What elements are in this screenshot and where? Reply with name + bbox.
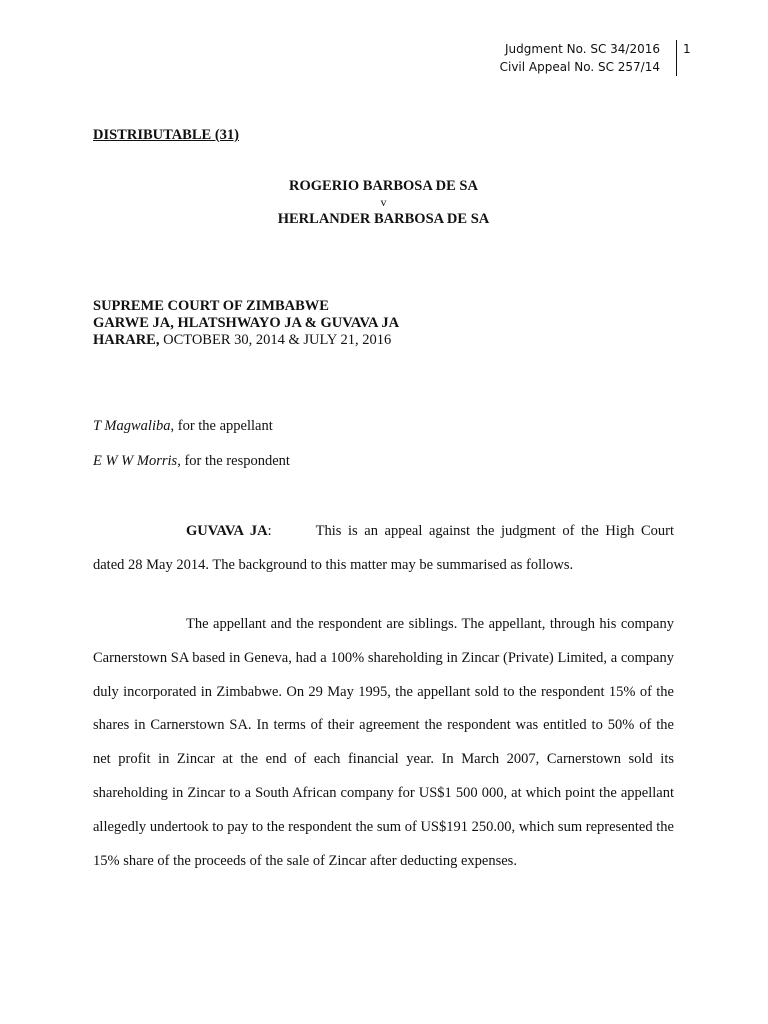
case-parties (93, 177, 674, 228)
intro-paragraph-text: This is an appeal against the judgment of the High Court dated 28 May 2014. The background to this matter may be summarised as follows. (93, 523, 674, 573)
place-and-dates (93, 332, 399, 349)
bench-judges: GARWE JA, HLATSHWAYO JA & GUVAVA JA (93, 315, 400, 331)
counsel-respondent-role: , for the respondent (177, 453, 290, 469)
hearing-dates: OCTOBER 30, 2014 & JULY 21, 2016 (159, 332, 392, 348)
civil-appeal-number: Civil Appeal No. SC 257/14 (499, 60, 660, 74)
page-number: 1 (676, 40, 696, 76)
counsel-respondent-name: E W W Morris (93, 453, 178, 469)
counsel-respondent (93, 453, 290, 470)
judgment-paragraph-intro (93, 515, 674, 583)
judgment-number: Judgment No. SC 34/2016 (505, 42, 660, 56)
counsel-appellant (93, 418, 273, 435)
counsel-appellant-role: , for the appellant (170, 418, 273, 434)
appellant-name: ROGERIO BARBOSA DE SA (289, 178, 478, 194)
court-name: SUPREME COURT OF ZIMBABWE (93, 298, 329, 314)
page-header (368, 40, 668, 76)
judge-name: GUVAVA JA (186, 523, 268, 539)
header-case-numbers (368, 40, 668, 76)
hearing-place: HARARE, (93, 332, 160, 348)
respondent-name: HERLANDER BARBOSA DE SA (277, 211, 490, 227)
judge-colon: : (267, 523, 272, 539)
counsel-appellant-name: T Magwaliba (93, 418, 171, 434)
versus-label: v (380, 195, 387, 209)
distributable-heading: DISTRIBUTABLE (31) (93, 127, 239, 143)
court-details (93, 298, 399, 349)
background-paragraph: The appellant and the respondent are siblings. The appellant, through his company Carnerstown SA based in Geneva, had a 100% shareholding in Zincar (Private) Limited, a company duly incorporated in Zimbabwe. On 29 May 1995, the appellant sold to the respondent 15% of the shares in Carnerstown SA. In terms of their agreement the respondent was entitled to 50% of the net profit in Zincar at the end of each financial year. In March 2007, Carnerstown sold its shareholding in Zincar to a South African company for US$1 500 000, at which point the appellant allegedly undertook to pay to the respondent the sum of US$191 250.00, which sum represented the 15% share of the proceeds of the sale of Zincar after deducting expenses. (93, 616, 674, 869)
